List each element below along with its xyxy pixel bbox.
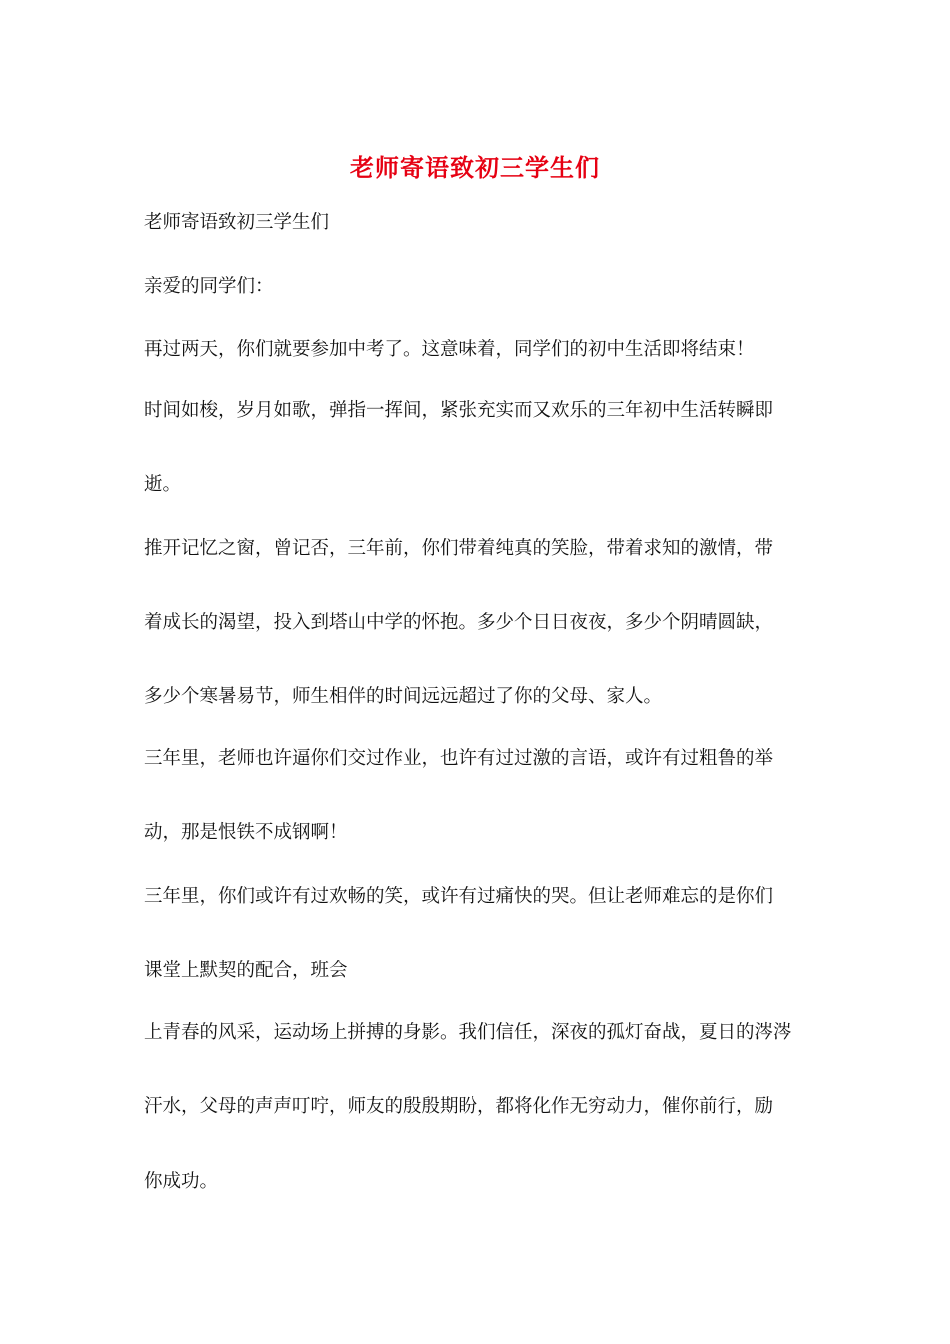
body-line-5: 逝。 — [144, 474, 182, 495]
body-line-3: 再过两天，你们就要参加中考了。这意味着，同学们的初中生活即将结束！ — [144, 339, 755, 360]
body-line-10: 动，那是恨铁不成钢啊！ — [144, 822, 348, 843]
body-line-12: 课堂上默契的配合，班会 — [144, 960, 348, 981]
body-line-9: 三年里，老师也许逼你们交过作业，也许有过过激的言语，或许有过粗鲁的举 — [144, 748, 774, 769]
body-line-8: 多少个寒暑易节，师生相伴的时间远远超过了你的父母、家人。 — [144, 686, 663, 707]
document-title: 老师寄语致初三学生们 — [350, 154, 600, 182]
body-line-6: 推开记忆之窗，曾记否，三年前，你们带着纯真的笑脸，带着求知的激情，带 — [144, 538, 774, 559]
body-line-4: 时间如梭，岁月如歌，弹指一挥间，紧张充实而又欢乐的三年初中生活转瞬即 — [144, 400, 774, 421]
body-line-13: 上青春的风采，运动场上拼搏的身影。我们信任，深夜的孤灯奋战，夏日的涔涔 — [144, 1022, 792, 1043]
body-line-7: 着成长的渴望，投入到塔山中学的怀抱。多少个日日夜夜，多少个阴晴圆缺， — [144, 612, 774, 633]
body-line-2: 亲爱的同学们： — [144, 276, 274, 297]
body-line-15: 你成功。 — [144, 1171, 219, 1192]
body-line-1: 老师寄语致初三学生们 — [144, 212, 330, 233]
body-line-14: 汗水，父母的声声叮咛，师友的殷殷期盼，都将化作无穷动力，催你前行，励 — [144, 1096, 774, 1117]
body-line-11: 三年里，你们或许有过欢畅的笑，或许有过痛快的哭。但让老师难忘的是你们 — [144, 886, 774, 907]
